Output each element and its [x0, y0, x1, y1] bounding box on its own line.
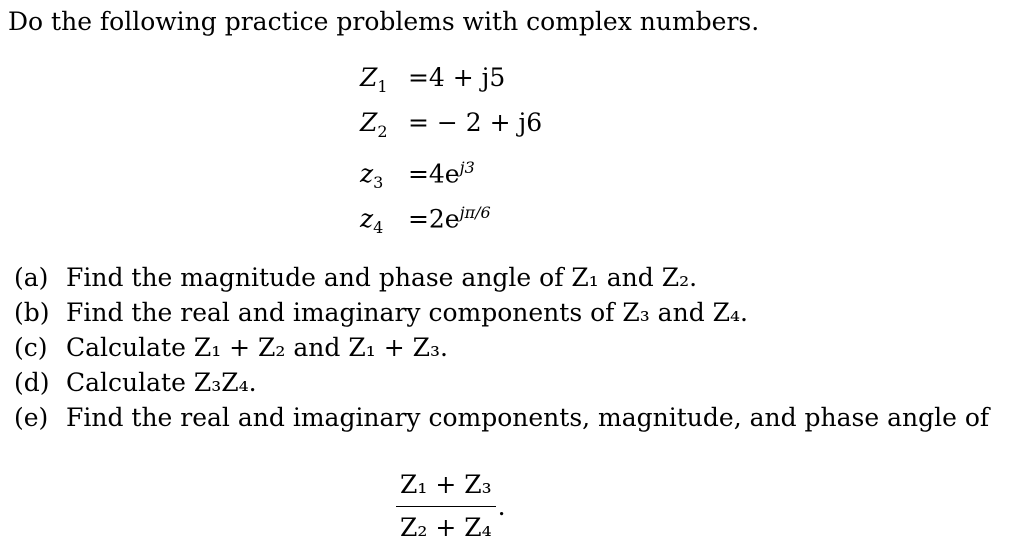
equation-z3 — [360, 148, 542, 193]
equation-block — [360, 58, 542, 238]
equation-z4-rhs: 2e — [428, 204, 460, 234]
equation-z2 — [360, 103, 542, 148]
equation-z1-rhs: 4 + j5 — [428, 63, 506, 92]
task-e-text: Find the real and imaginary components, magnitude, and phase angle of — [66, 403, 990, 432]
instructions-text: Do the following practice problems with complex numbers. — [8, 7, 760, 36]
task-c — [14, 330, 1004, 365]
equation-z4-equals: = — [400, 204, 429, 234]
equation-z4-var: z — [360, 204, 374, 234]
equation-z2-rhs: − 2 + j6 — [428, 108, 543, 137]
task-list — [14, 260, 1004, 435]
fraction-numerator: Z₁ + Z₃ — [396, 468, 496, 507]
task-b-label: (b) — [14, 298, 50, 327]
equation-z3-exponent: j3 — [459, 158, 475, 177]
equation-z4 — [360, 193, 542, 238]
task-b — [14, 295, 1004, 330]
task-a — [14, 260, 1004, 295]
task-e-label: (e) — [14, 403, 49, 432]
equation-z1-sub: 1 — [377, 77, 388, 96]
equation-z1-equals: = — [400, 63, 429, 92]
task-a-text: Find the magnitude and phase angle of Z₁ and Z₂. — [66, 263, 698, 292]
task-d — [14, 365, 1004, 400]
fraction-expression — [396, 468, 506, 545]
equation-z2-var: Z — [360, 108, 378, 137]
equation-z4-exponent: jπ/6 — [459, 203, 491, 222]
equation-z1 — [360, 58, 542, 103]
task-b-text: Find the real and imaginary components of Z₃ and Z₄. — [66, 298, 748, 327]
task-c-text: Calculate Z₁ + Z₂ and Z₁ + Z₃. — [66, 333, 448, 362]
equation-z3-rhs: 4e — [428, 159, 460, 189]
task-d-text: Calculate Z₃Z₄. — [66, 368, 257, 397]
equation-z3-equals: = — [400, 159, 429, 189]
task-c-label: (c) — [14, 333, 48, 362]
equation-z3-sub: 3 — [373, 173, 384, 193]
fraction-period: . — [497, 492, 506, 521]
equation-z4-sub: 4 — [373, 218, 384, 238]
task-d-label: (d) — [14, 368, 50, 397]
fraction-denominator: Z₂ + Z₄ — [400, 513, 492, 542]
equation-z2-sub: 2 — [377, 122, 388, 141]
equation-z3-var: z — [360, 159, 374, 189]
equation-z1-var: Z — [360, 63, 378, 92]
equation-z2-equals: = — [400, 108, 429, 137]
task-a-label: (a) — [14, 263, 49, 292]
task-e — [14, 400, 1004, 435]
